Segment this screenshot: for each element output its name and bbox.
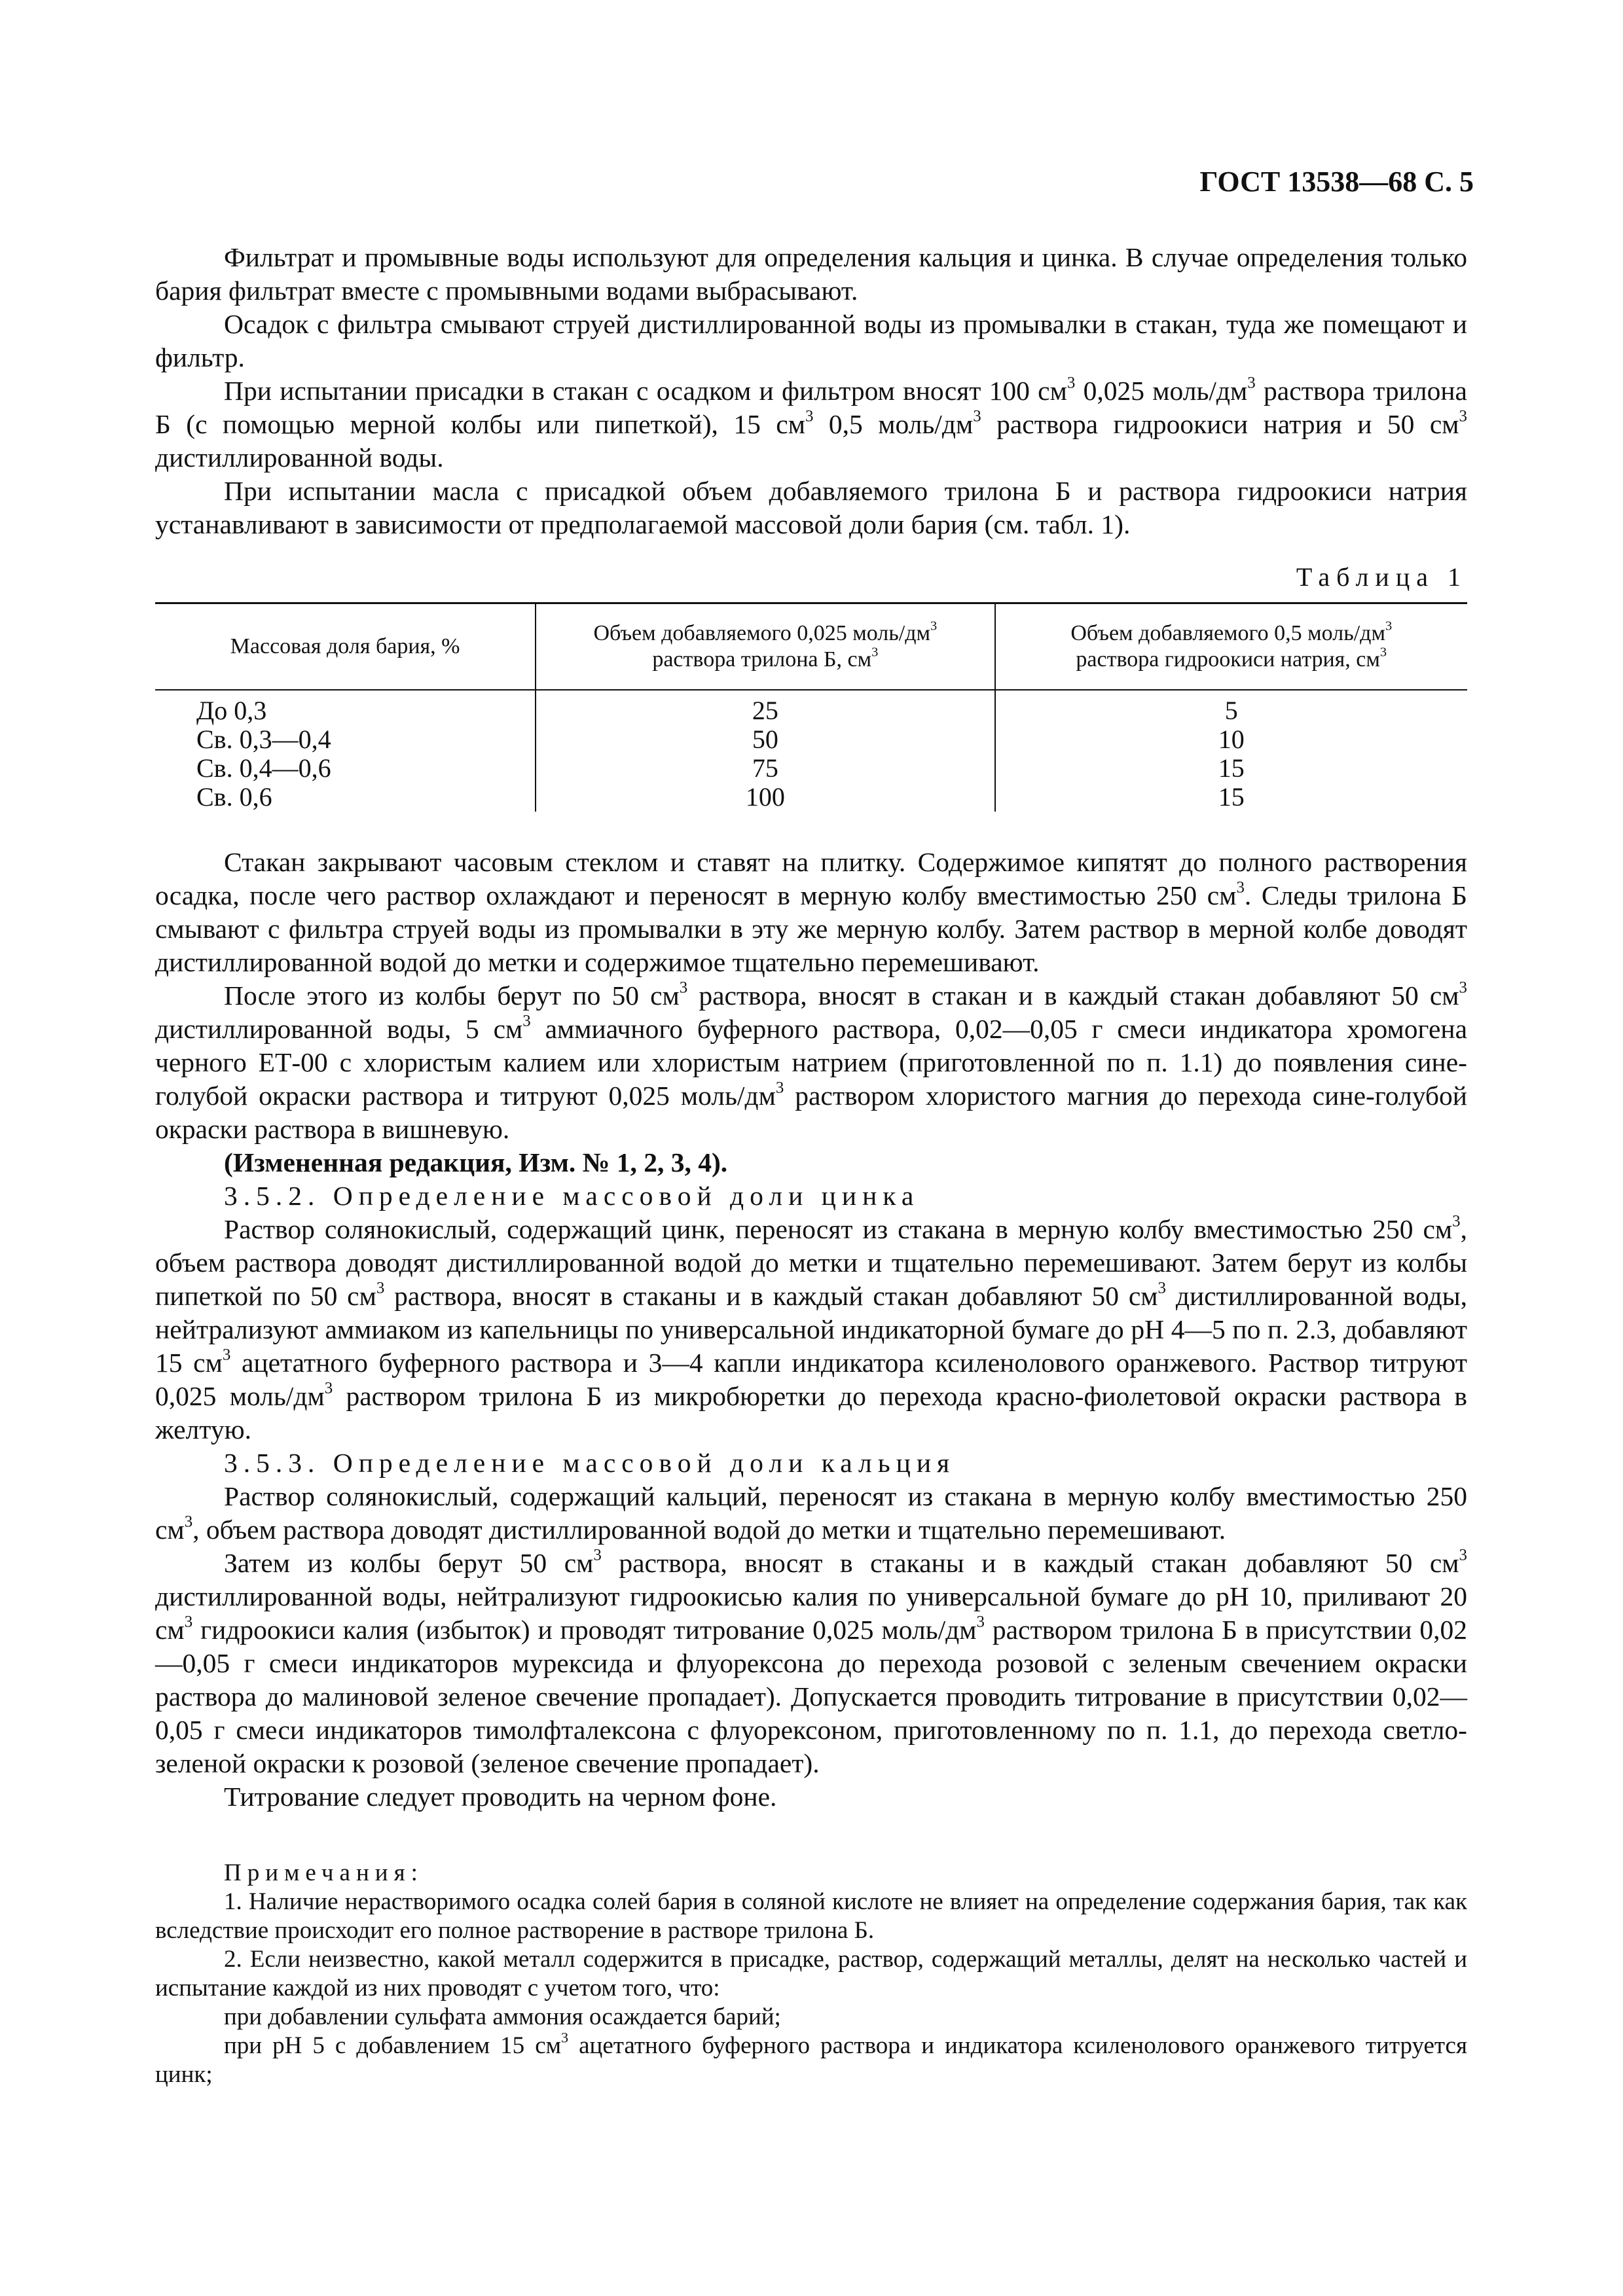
intro-block (155, 241, 1467, 541)
table-cell: Св. 0,6 (196, 782, 272, 812)
calcium-paragraph-1: Раствор солянокислый, содержащий кальций, переносят из стакана в мерную колбу вместимостью 250 $см^3$, объем раствора доводят дистиллированной водой до метки и тщательно перемешивают. (155, 1481, 1467, 1545)
intro-paragraph-4: При испытании масла с присадкой объем добавляемого трилона Б и раствора гидроокиси натрия устанавливают в зависимости от предполагаемой массовой доли бария (см. табл. 1). (155, 476, 1467, 539)
notes-block (155, 1859, 1467, 2089)
table-cell: Св. 0,4—0,6 (196, 753, 331, 783)
table-row (155, 725, 1467, 754)
amendment-note: (Измененная редакция, Изм. № 1, 2, 3, 4). (224, 1147, 728, 1177)
zinc-paragraph: Раствор солянокислый, содержащий цинк, переносят из стакана в мерную колбу вместимостью 250 $см^3$, объем раствора доводят дистиллированной водой до метки и тщательно перемешивают. Затем берут из колбы пипеткой по 50 $см^3$ раствора, вносят в стаканы и в каждый стакан добавляют 50 $см^3$ дистиллированной воды, нейтрализуют аммиаком из капельницы по универсальной индикаторной бумаге до рН 4—5 по п. 2.3, добавляют 15 $см^3$ ацетатного буферного раствора и 3—4 капли индикатора ксиленолового оранжевого. Раствор титруют 0,025 моль/$дм^3$ раствором трилона Б из микробюретки до перехода красно-фиолетовой окраски раствора в желтую. (155, 1212, 1467, 1444)
table-cell: Св. 0,3—0,4 (196, 725, 331, 754)
table-cell: 25 (536, 690, 994, 725)
table-cell: 75 (536, 754, 994, 783)
table-cell: 5 (995, 690, 1467, 725)
table-cell: 100 (536, 783, 994, 812)
calcium-paragraph-3: Титрование следует проводить на черном фоне. (224, 1782, 777, 1812)
main-body (155, 846, 1467, 1814)
table-header-naoh: Объем добавляемого 0,5 моль/$дм^3$ раствора гидроокиси натрия, $см^3$ (995, 603, 1467, 691)
note-2: 2. Если неизвестно, какой металл содержится в присадке, раствор, содержащий металлы, делят на несколько частей и испытание каждой из них проводят с учетом того, что: (155, 1946, 1467, 2001)
barium-paragraph-2: После этого из колбы берут по 50 $см^3$ раствора, вносят в стакан и в каждый стакан добавляют 50 $см^3$ дистиллированной воды, 5 $см^3$ аммиачного буферного раствора, 0,02—0,05 г смеси индикатора хромогена черного ЕТ-00 с хлористым калием или хлористым натрием (приготовленной по п. 1.1) до появления сине-голубой окраски раствора и титруют 0,025 моль/$дм^3$ раствором хлористого магния до перехода сине-голубой окраски раствора в вишневую. (155, 978, 1467, 1144)
table-header-barium: Массовая доля бария, % (155, 603, 536, 691)
note-2-item-barium: при добавлении сульфата аммония осаждается барий; (224, 2003, 781, 2030)
intro-paragraph-2: Осадок с фильтра смывают струей дистиллированной воды из промывалки в стакан, туда же помещают и фильтр. (155, 309, 1467, 372)
table-cell: 10 (995, 725, 1467, 754)
table-1 (155, 602, 1467, 812)
section-heading-zinc: 3.5.2. Определение массовой доли цинка (224, 1181, 920, 1211)
barium-paragraph-1: Стакан закрывают часовым стеклом и ставят на плитку. Содержимое кипятят до полного растворения осадка, после чего раствор охлаждают и переносят в мерную колбу вместимостью 250 $см^3$. Следы трилона Б смывают с фильтра струей воды из промывалки в эту же мерную колбу. Затем раствор в мерной колбе доводят дистиллированной водой до метки и содержимое тщательно перемешивают. (155, 847, 1467, 977)
table-caption: Таблица 1 (1296, 562, 1467, 592)
section-heading-calcium: 3.5.3. Определение массовой доли кальция (224, 1448, 956, 1478)
table-header-trilon: Объем добавляемого 0,025 моль/$дм^3$ раствора трилона Б, $см^3$ (536, 603, 994, 691)
calcium-paragraph-2: Затем из колбы берут 50 $см^3$ раствора, вносят в стаканы и в каждый стакан добавляют 50 $см^3$ дистиллированной воды, нейтрализуют гидроокисью калия по универсальной бумаге до рН 10, приливают 20 $см^3$ гидроокиси калия (избыток) и проводят титрование 0,025 моль/$дм^3$ раствором трилона Б в присутствии 0,02—0,05 г смеси индикаторов мурексида и флуорексона до перехода розовой с зеленым свечением окраски раствора до малиновой зеленое свечение пропадает). Допускается проводить титрование в присутствии 0,02—0,05 г смеси индикаторов тимолфталексона с флуорексоном, приготовленному по п. 1.1, до перехода светло-зеленой окраски к розовой (зеленое свечение пропадает). (155, 1546, 1467, 1778)
page-header: ГОСТ 13538—68 С. 5 (1199, 166, 1474, 198)
table-cell: 50 (536, 725, 994, 754)
table-cell: До 0,3 (196, 696, 267, 725)
notes-title: Примечания: (224, 1859, 424, 1886)
intro-paragraph-3: При испытании присадки в стакан с осадком и фильтром вносят 100 $см^3$ 0,025 моль/$дм^3$ раствора трилона Б (с помощью мерной колбы или пипеткой), 15 $см^3$ 0,5 моль/$дм^3$ раствора гидроокиси натрия и 50 $см^3$ дистиллированной воды. (155, 374, 1467, 473)
note-1: 1. Наличие нерастворимого осадка солей бария в соляной кислоте не влияет на определение содержания бария, так как вследствие происходит его полное растворение в растворе трилона Б. (155, 1888, 1467, 1944)
table-cell: 15 (995, 754, 1467, 783)
table-cell: 15 (995, 783, 1467, 812)
note-2-item-zinc: при рН 5 с добавлением 15 $см^3$ ацетатного буферного раствора и индикатора ксиленолового оранжевого титруется цинк; (155, 2029, 1467, 2088)
table-row (155, 783, 1467, 812)
table-row (155, 690, 1467, 725)
table-row (155, 754, 1467, 783)
intro-paragraph-1: Фильтрат и промывные воды используют для определения кальция и цинка. В случае определения только бария фильтрат вместе с промывными водами выбрасывают. (155, 242, 1467, 306)
